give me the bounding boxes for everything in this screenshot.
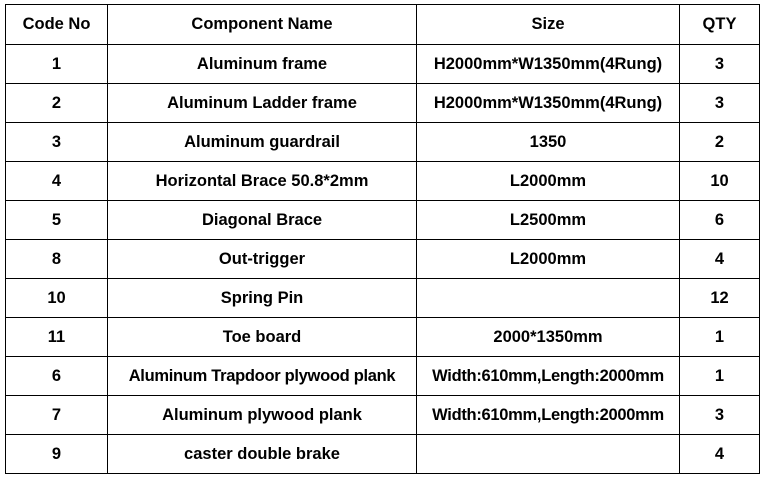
size-cell [417,279,680,318]
qty-cell: 1 [680,357,760,396]
component-name-cell: Aluminum frame [108,45,417,84]
table-row [6,279,760,318]
table-row [6,123,760,162]
component-name-cell: Out-trigger [108,240,417,279]
size-cell [417,435,680,474]
component-name-cell: Diagonal Brace [108,201,417,240]
code-cell: 2 [6,84,108,123]
qty-cell: 1 [680,318,760,357]
component-name-cell: Aluminum Trapdoor plywood plank [108,357,417,396]
qty-cell: 4 [680,240,760,279]
component-name-cell: Aluminum Ladder frame [108,84,417,123]
qty-cell: 10 [680,162,760,201]
table-row [6,201,760,240]
component-table [5,4,760,474]
qty-cell: 3 [680,84,760,123]
size-cell: H2000mm*W1350mm(4Rung) [417,45,680,84]
size-cell: L2000mm [417,162,680,201]
code-cell: 10 [6,279,108,318]
component-name-cell: Spring Pin [108,279,417,318]
code-cell: 8 [6,240,108,279]
size-cell: Width:610mm,Length:2000mm [417,396,680,435]
qty-cell: 4 [680,435,760,474]
size-cell: L2000mm [417,240,680,279]
header-qty: QTY [680,5,760,45]
header-size: Size [417,5,680,45]
code-cell: 4 [6,162,108,201]
table-row [6,357,760,396]
qty-cell: 3 [680,396,760,435]
size-cell: 1350 [417,123,680,162]
table-row [6,435,760,474]
component-name-cell: Horizontal Brace 50.8*2mm [108,162,417,201]
code-cell: 11 [6,318,108,357]
table-row [6,240,760,279]
code-cell: 9 [6,435,108,474]
code-cell: 7 [6,396,108,435]
header-code-no: Code No [6,5,108,45]
component-name-cell: Toe board [108,318,417,357]
header-row [6,5,760,45]
size-cell: 2000*1350mm [417,318,680,357]
qty-cell: 12 [680,279,760,318]
component-name-cell: Aluminum plywood plank [108,396,417,435]
code-cell: 5 [6,201,108,240]
qty-cell: 6 [680,201,760,240]
component-name-cell: caster double brake [108,435,417,474]
size-cell: Width:610mm,Length:2000mm [417,357,680,396]
component-name-cell: Aluminum guardrail [108,123,417,162]
size-cell: L2500mm [417,201,680,240]
table-row [6,162,760,201]
code-cell: 1 [6,45,108,84]
size-cell: H2000mm*W1350mm(4Rung) [417,84,680,123]
code-cell: 3 [6,123,108,162]
table-row [6,396,760,435]
qty-cell: 3 [680,45,760,84]
table-row [6,84,760,123]
table-row [6,318,760,357]
qty-cell: 2 [680,123,760,162]
code-cell: 6 [6,357,108,396]
header-component-name: Component Name [108,5,417,45]
table-row [6,45,760,84]
